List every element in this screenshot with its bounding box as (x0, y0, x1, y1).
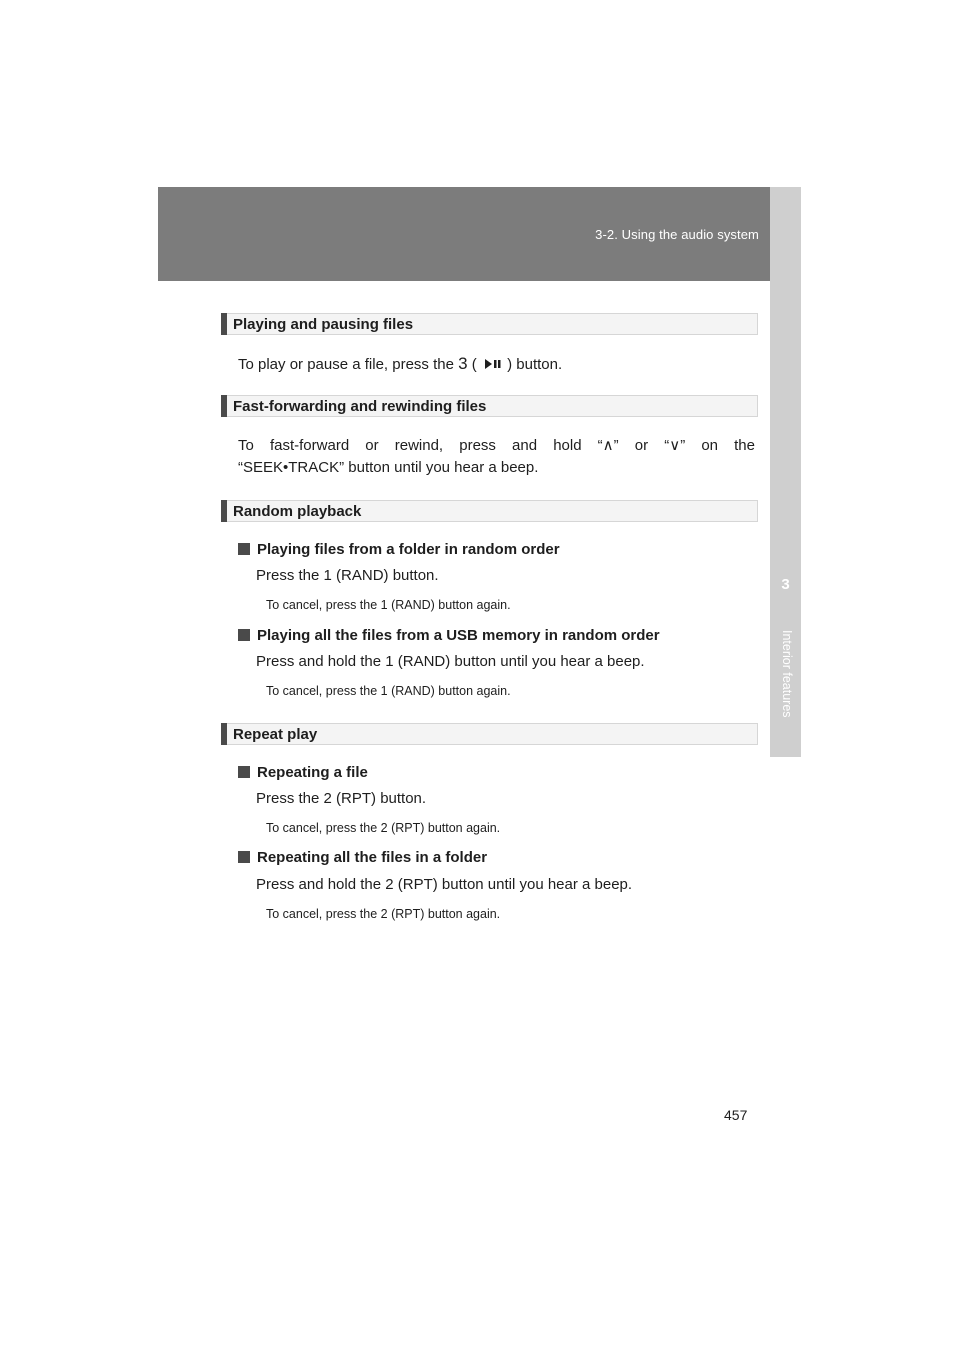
play-pause-icon (481, 358, 503, 370)
note-repeat-file: To cancel, press the 2 (RPT) button again. (266, 821, 501, 835)
section-title: Random playback (233, 503, 362, 520)
instruction-text: To play or pause a file, press the (238, 356, 459, 373)
bullet-square-icon (238, 766, 250, 778)
instruction-text-end: button. (512, 356, 563, 373)
note-random-folder: To cancel, press the 1 (RAND) button again. (266, 598, 511, 612)
page-number: 457 (724, 1107, 748, 1123)
play-pause-instruction: To play or pause a file, press the 3 ( ) button. (238, 354, 563, 373)
subheading-repeat-folder (238, 849, 487, 866)
section-title: Playing and pausing files (233, 316, 414, 333)
subheading-text: Repeating all the files in a folder (257, 849, 488, 866)
instruction-random-usb: Press and hold the 1 (RAND) button until you hear a beep. (256, 653, 645, 670)
section-heading-repeat (221, 723, 758, 745)
subheading-text: Repeating a file (257, 764, 368, 781)
subheading-random-usb (238, 627, 660, 644)
header-bar (158, 187, 801, 281)
bullet-square-icon (238, 543, 250, 555)
section-heading-random (221, 500, 758, 522)
bullet-square-icon (238, 629, 250, 641)
subheading-text: Playing files from a folder in random order (257, 541, 560, 558)
subheading-repeat-file (238, 764, 368, 781)
button-number: 3 (458, 354, 468, 373)
ff-rew-line2: “SEEK•TRACK” button until you hear a beep. (238, 459, 539, 476)
bullet-square-icon (238, 851, 250, 863)
subheading-text: Playing all the files from a USB memory in random order (257, 627, 660, 644)
section-heading-ff-rew (221, 395, 758, 417)
section-label: 3-2. Using the audio system (595, 227, 759, 242)
section-heading-play-pause (221, 313, 758, 335)
subheading-random-folder (238, 541, 560, 558)
instruction-repeat-folder: Press and hold the 2 (RPT) button until you hear a beep. (256, 876, 633, 893)
ff-rew-line1: To fast-forward or rewind, press and hold “∧” or “∨” on the (238, 437, 755, 454)
note-repeat-folder: To cancel, press the 2 (RPT) button again. (266, 907, 501, 921)
section-title: Fast-forwarding and rewinding files (233, 398, 487, 415)
chapter-number: 3 (781, 576, 790, 593)
chapter-title: Interior features (780, 630, 794, 718)
section-title: Repeat play (233, 726, 318, 743)
instruction-random-folder: Press the 1 (RAND) button. (256, 567, 439, 584)
instruction-repeat-file: Press the 2 (RPT) button. (256, 790, 427, 807)
note-random-usb: To cancel, press the 1 (RAND) button again. (266, 684, 511, 698)
